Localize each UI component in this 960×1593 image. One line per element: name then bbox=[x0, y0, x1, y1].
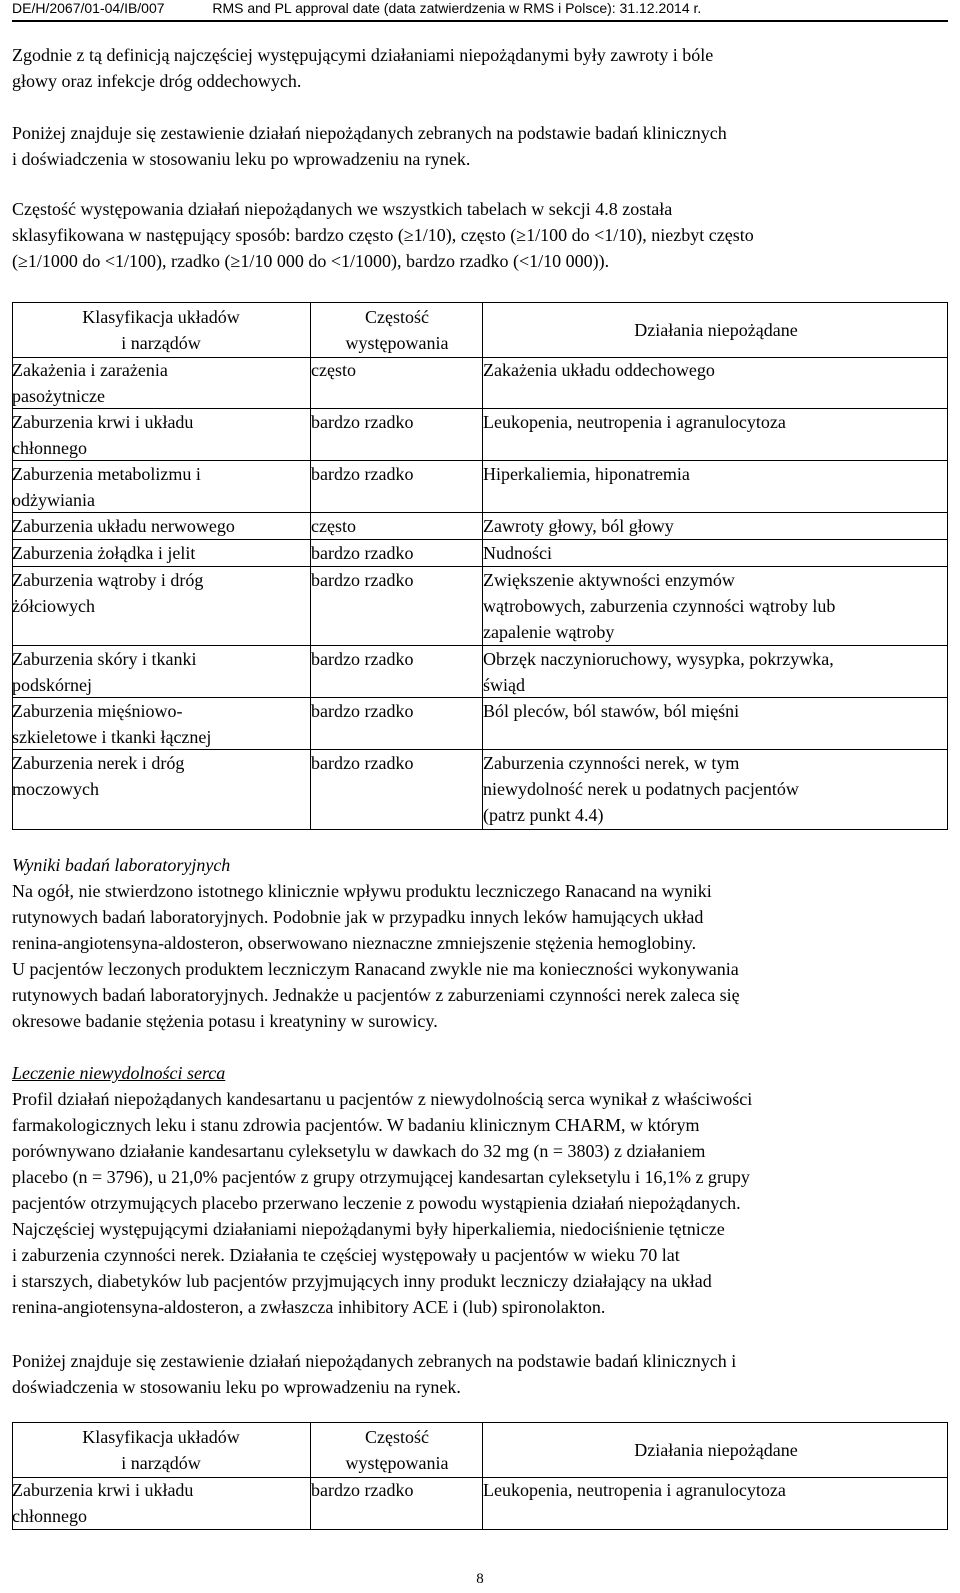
table-row bbox=[12, 567, 948, 646]
table-row bbox=[12, 1477, 948, 1530]
text-line: placebo (n = 3796), u 21,0% pacjentów z grupy otrzymującej kandesartan cyleksetylu i 16,1% z grupy bbox=[12, 1167, 750, 1187]
frequency-cell: bardzo rzadko bbox=[310, 698, 483, 749]
section-title: Leczenie niewydolności serca bbox=[12, 1063, 226, 1083]
table-row bbox=[12, 540, 948, 567]
effect-cell: Leukopenia, neutropenia i agranulocytoza bbox=[482, 1477, 949, 1529]
intro-paragraph bbox=[12, 42, 948, 94]
text-line: doświadczenia w stosowaniu leku po wprowadzeniu na rynek. bbox=[12, 1377, 461, 1397]
frequency-definition-paragraph bbox=[12, 196, 948, 274]
frequency-cell: bardzo rzadko bbox=[310, 567, 483, 645]
header-organ-class: Klasyfikacja układów i narządów bbox=[82, 1427, 240, 1473]
frequency-cell: bardzo rzadko bbox=[310, 646, 483, 697]
organ-class-cell: Zaburzenia żołądka i jelit bbox=[12, 543, 196, 563]
organ-class-cell: Zaburzenia nerek i dróg moczowych bbox=[12, 753, 185, 799]
text-line: i starszych, diabetyków lub pacjentów przyjmujących inny produkt leczniczy działający na układ bbox=[12, 1271, 712, 1291]
effect-cell: Zaburzenia czynności nerek, w tym niewydolność nerek u podatnych pacjentów (patrz punkt 4.4) bbox=[482, 750, 949, 829]
text-line: Na ogół, nie stwierdzono istotnego klinicznie wpływu produktu leczniczego Ranacand na wyniki bbox=[12, 881, 712, 901]
table-row bbox=[12, 750, 948, 830]
organ-class-cell: Zaburzenia skóry i tkanki podskórnej bbox=[12, 649, 197, 695]
document-header bbox=[12, 0, 948, 22]
header-adverse-effects: Działania niepożądane bbox=[482, 1423, 949, 1477]
organ-class-cell: Zaburzenia układu nerwowego bbox=[12, 516, 235, 536]
page-number: 8 bbox=[476, 1571, 484, 1587]
organ-class-cell: Zaburzenia mięśniowo- szkieletowe i tkanki łącznej bbox=[12, 701, 212, 747]
effect-cell: Zwiększenie aktywności enzymów wątrobowych, zaburzenia czynności wątroby lub zapalenie wątroby bbox=[482, 567, 949, 645]
text-line: rutynowych badań laboratoryjnych. Jednakże u pacjentów z zaburzeniami czynności nerek zaleca się bbox=[12, 985, 740, 1005]
text-line: (≥1/1000 do <1/100), rzadko (≥1/10 000 do <1/1000), bardzo rzadko (<1/10 000)). bbox=[12, 251, 610, 271]
text-line: porównywano działanie kandesartanu cyleksetylu w dawkach do 32 mg (n = 3803) z działaniem bbox=[12, 1141, 706, 1161]
text-line: sklasyfikowana w następujący sposób: bardzo często (≥1/10), często (≥1/100 do <1/10), niezbyt często bbox=[12, 225, 754, 245]
header-approval-date: RMS and PL approval date (data zatwierdzenia w RMS i Polsce): 31.12.2014 r. bbox=[212, 0, 702, 16]
frequency-cell: bardzo rzadko bbox=[310, 461, 483, 512]
header-frequency: Częstość występowania bbox=[310, 1423, 483, 1477]
table-header-row bbox=[12, 1422, 948, 1478]
text-line: i zaburzenia czynności nerek. Działania te częściej występowały u pacjentów w wieku 70 lat bbox=[12, 1245, 680, 1265]
effect-cell: Hiperkaliemia, hiponatremia bbox=[482, 461, 949, 512]
frequency-cell: bardzo rzadko bbox=[310, 750, 483, 829]
organ-class-cell: Zaburzenia krwi i układu chłonnego bbox=[12, 1480, 194, 1526]
table-header-row bbox=[12, 302, 948, 358]
header-frequency: Częstość występowania bbox=[310, 303, 483, 357]
frequency-cell: bardzo rzadko bbox=[310, 409, 483, 460]
table-row bbox=[12, 513, 948, 540]
text-line: pacjentów otrzymujących placebo przerwano leczenie z powodu wystąpienia działań niepożądanych. bbox=[12, 1193, 741, 1213]
text-line: rutynowych badań laboratoryjnych. Podobnie jak w przypadku innych leków hamujących układ bbox=[12, 907, 704, 927]
effect-cell: Leukopenia, neutropenia i agranulocytoza bbox=[482, 409, 949, 460]
effect-cell: Ból pleców, ból stawów, ból mięśni bbox=[482, 698, 949, 749]
text-line: renina-angiotensyna-aldosteron, a zwłaszcza inhibitory ACE i (lub) spironolakton. bbox=[12, 1297, 606, 1317]
organ-class-cell: Zakażenia i zarażenia pasożytnicze bbox=[12, 360, 168, 406]
header-organ-class: Klasyfikacja układów i narządów bbox=[82, 307, 240, 353]
adverse-reactions-table bbox=[12, 302, 948, 830]
header-adverse-effects: Działania niepożądane bbox=[482, 303, 949, 357]
text-line: okresowe badanie stężenia potasu i kreatyniny w surowicy. bbox=[12, 1011, 438, 1031]
table-row bbox=[12, 357, 948, 409]
text-line: Częstość występowania działań niepożądanych we wszystkich tabelach w sekcji 4.8 została bbox=[12, 199, 673, 219]
heart-failure-adverse-reactions-table bbox=[12, 1422, 948, 1530]
effect-cell: Obrzęk naczynioruchowy, wysypka, pokrzywka, świąd bbox=[482, 646, 949, 697]
text-line: renina-angiotensyna-aldosteron, obserwowano nieznaczne zmniejszenie stężenia hemoglobiny. bbox=[12, 933, 697, 953]
table-row bbox=[12, 461, 948, 513]
heart-failure-section bbox=[12, 1060, 948, 1320]
organ-class-cell: Zaburzenia metabolizmu i odżywiania bbox=[12, 464, 201, 510]
effect-cell: Nudności bbox=[482, 540, 949, 566]
frequency-cell: bardzo rzadko bbox=[310, 540, 483, 566]
lab-results-section bbox=[12, 852, 948, 1034]
frequency-cell: często bbox=[310, 513, 483, 539]
summary-paragraph-2 bbox=[12, 1348, 948, 1400]
organ-class-cell: Zaburzenia krwi i układu chłonnego bbox=[12, 412, 194, 458]
effect-cell: Zakażenia układu oddechowego bbox=[482, 357, 949, 408]
organ-class-cell: Zaburzenia wątroby i dróg żółciowych bbox=[12, 570, 204, 616]
effect-cell: Zawroty głowy, ból głowy bbox=[482, 513, 949, 539]
summary-paragraph bbox=[12, 120, 948, 172]
text-line: i doświadczenia w stosowaniu leku po wprowadzeniu na rynek. bbox=[12, 149, 471, 169]
header-doc-id: DE/H/2067/01-04/IB/007 bbox=[12, 0, 165, 16]
text-line: głowy oraz infekcje dróg oddechowych. bbox=[12, 71, 302, 91]
frequency-cell: bardzo rzadko bbox=[310, 1477, 483, 1529]
section-title: Wyniki badań laboratoryjnych bbox=[12, 855, 231, 875]
text-line: Najczęściej występującymi działaniami niepożądanymi były hiperkaliemia, niedociśnienie tętnicze bbox=[12, 1219, 725, 1239]
text-line: Poniżej znajduje się zestawienie działań niepożądanych zebranych na podstawie badań klinicznych bbox=[12, 123, 727, 143]
text-line: farmakologicznych leku i stanu zdrowia pacjentów. W badaniu klinicznym CHARM, w którym bbox=[12, 1115, 700, 1135]
text-line: Profil działań niepożądanych kandesartanu u pacjentów z niewydolnością serca wynikał z właściwości bbox=[12, 1089, 753, 1109]
table-row bbox=[12, 646, 948, 698]
text-line: Zgodnie z tą definicją najczęściej występującymi działaniami niepożądanymi były zawroty i bóle bbox=[12, 45, 714, 65]
table-row bbox=[12, 409, 948, 461]
table-row bbox=[12, 698, 948, 750]
text-line: U pacjentów leczonych produktem leczniczym Ranacand zwykle nie ma konieczności wykonywania bbox=[12, 959, 739, 979]
frequency-cell: często bbox=[310, 357, 483, 408]
text-line: Poniżej znajduje się zestawienie działań niepożądanych zebranych na podstawie badań klinicznych i bbox=[12, 1351, 737, 1371]
